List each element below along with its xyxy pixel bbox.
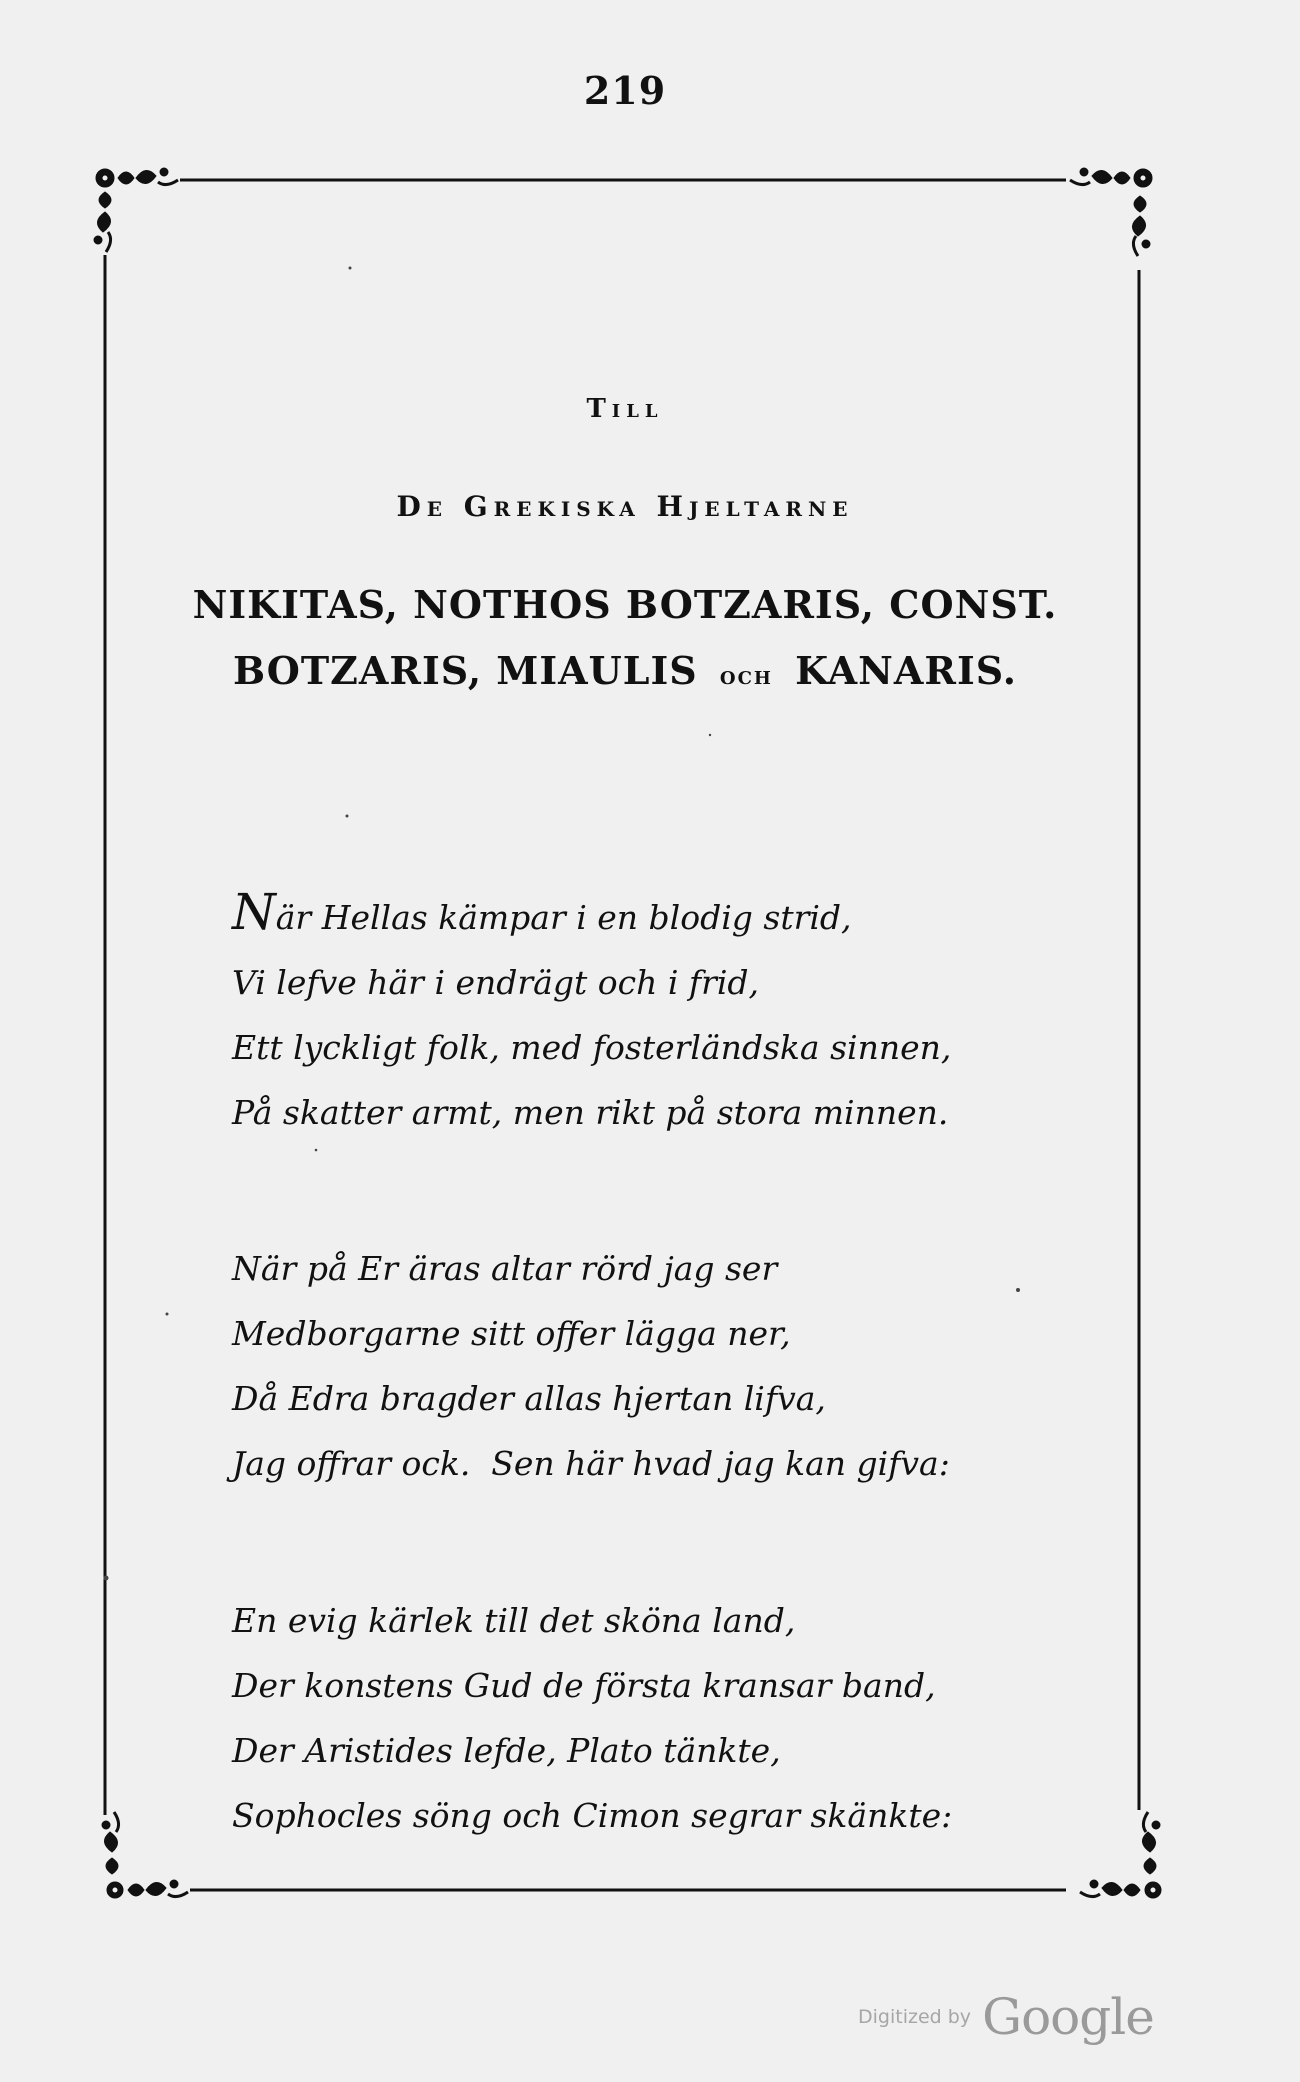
names-line-2-och: och [719, 661, 773, 691]
digitized-by-label: Digitized by [858, 2006, 972, 2028]
stanza-3 [232, 1588, 1072, 1848]
stanza-line: Der konstens Gud de första kransar band, [232, 1666, 936, 1705]
stanza-2 [232, 1236, 1072, 1496]
stanza-line: När på Er äras altar rörd jag ser [232, 1249, 778, 1288]
floral-corner-ornament-icon [1080, 1812, 1161, 1898]
heading-dedication: De Grekiska Hjeltarne [396, 490, 854, 523]
stanza-line: På skatter armt, men rikt på stora minnen. [232, 1093, 949, 1132]
page-number: 219 [583, 68, 667, 113]
stanza-line: Sophocles söng och Cimon segrar skänkte: [232, 1796, 953, 1835]
heading-names [0, 572, 1250, 709]
names-line-2-after: KANARIS. [795, 648, 1018, 693]
digitized-by-google-watermark [858, 1988, 1154, 2046]
floral-corner-ornament-icon [94, 168, 178, 252]
google-wordmark: Google [982, 1988, 1154, 2046]
stanza-line: Jag offrar ock. Sen här hvad jag kan gifva: [232, 1444, 950, 1483]
stanza-line-text: är Hellas kämpar i en blodig strid, [275, 898, 852, 937]
drop-cap: N [232, 883, 276, 941]
names-line-2-before: BOTZARIS, MIAULIS [232, 648, 698, 693]
stanza-1 [232, 885, 1072, 1145]
names-line-1: NIKITAS, NOTHOS BOTZARIS, CONST. [192, 582, 1058, 627]
stanza-line [232, 885, 1072, 950]
floral-corner-ornament-icon [1070, 168, 1152, 256]
stanza-line: Då Edra bragder allas hjertan lifva, [232, 1379, 826, 1418]
names-line-2 [0, 638, 1250, 709]
floral-corner-ornament-icon [102, 1812, 188, 1898]
heading-till: Till [586, 394, 664, 424]
stanza-line: Ett lyckligt folk, med fosterländska sinnen, [232, 1028, 952, 1067]
stanza-line: Vi lefve här i endrägt och i frid, [232, 963, 760, 1002]
stanza-line: Medborgarne sitt offer lägga ner, [232, 1314, 791, 1353]
stanza-line: Der Aristides lefde, Plato tänkte, [232, 1731, 781, 1770]
stanza-line: En evig kärlek till det sköna land, [232, 1601, 796, 1640]
